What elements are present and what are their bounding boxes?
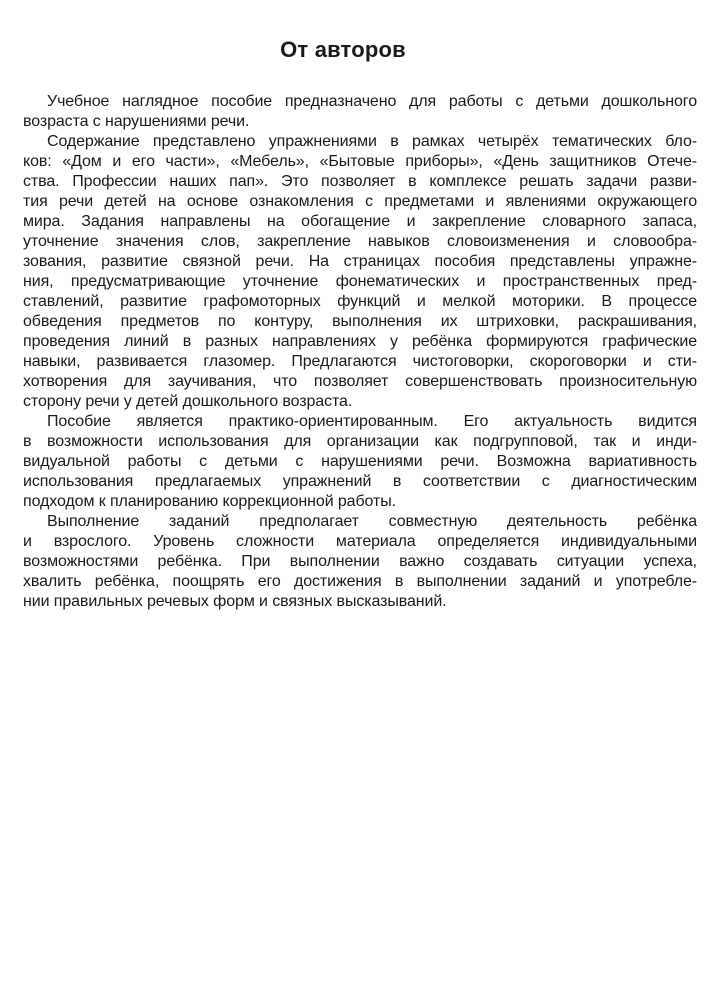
text-line: Выполнение заданий предполагает совместную деятельность ребёнка <box>47 513 697 530</box>
text-line: тия речи детей на основе ознакомления с предметами и явлениями окружающего <box>23 193 697 210</box>
text-line: хотворения для заучивания, что позволяет совершенствовать произносительную <box>23 373 697 390</box>
text-line: проведения линий в разных направлениях у ребёнка формируются графические <box>23 333 697 350</box>
text-line: навыки, развивается глазомер. Предлагаются чистоговорки, скороговорки и сти- <box>23 353 697 370</box>
text-line: сторону речи у детей дошкольного возраста. <box>23 393 353 410</box>
text-line: нии правильных речевых форм и связных высказываний. <box>23 593 447 610</box>
text-line: Пособие является практико-ориентированным. Его актуальность видится <box>47 413 697 430</box>
paragraph <box>23 412 697 512</box>
paragraph <box>23 132 697 412</box>
page-title: От авторов <box>280 37 406 62</box>
text-line: уточнение значения слов, закрепление навыков словоизменения и словообра- <box>23 233 697 250</box>
text-line: ставлений, развитие графомоторных функций и мелкой моторики. В процессе <box>23 293 697 310</box>
text-line: использования предлагаемых упражнений в соответствии с диагностическим <box>23 473 697 490</box>
text-line: Содержание представлено упражнениями в рамках четырёх тематических бло- <box>47 133 697 150</box>
text-line: в возможности использования для организации как подгрупповой, так и инди- <box>23 433 697 450</box>
text-line: хвалить ребёнка, поощрять его достижения в выполнении заданий и употребле- <box>23 573 697 590</box>
text-line: возраста с нарушениями речи. <box>23 113 250 130</box>
text-line: подходом к планированию коррекционной работы. <box>23 493 396 510</box>
text-line: зования, развитие связной речи. На страницах пособия представлены упражне- <box>23 253 697 270</box>
text-line: видуальной работы с детьми с нарушениями речи. Возможна вариативность <box>23 453 697 470</box>
text-line: и взрослого. Уровень сложности материала определяется индивидуальными <box>23 533 697 550</box>
text-line: Учебное наглядное пособие предназначено для работы с детьми дошкольного <box>47 93 697 110</box>
text-line: ства. Профессии наших пап». Это позволяет в комплексе решать задачи разви- <box>23 173 697 190</box>
text-line: возможностями ребёнка. При выполнении важно создавать ситуации успеха, <box>23 553 697 570</box>
text-line: ния, предусматривающие уточнение фонематических и пространственных пред- <box>23 273 697 290</box>
body-text <box>23 92 697 612</box>
text-line: обведения предметов по контуру, выполнения их штриховки, раскрашивания, <box>23 313 697 330</box>
paragraph <box>23 92 697 132</box>
text-line: ков: «Дом и его части», «Мебель», «Бытовые приборы», «День защитников Отече- <box>23 153 697 170</box>
paragraph <box>23 512 697 612</box>
text-line: мира. Задания направлены на обогащение и закрепление словарного запаса, <box>23 213 697 230</box>
